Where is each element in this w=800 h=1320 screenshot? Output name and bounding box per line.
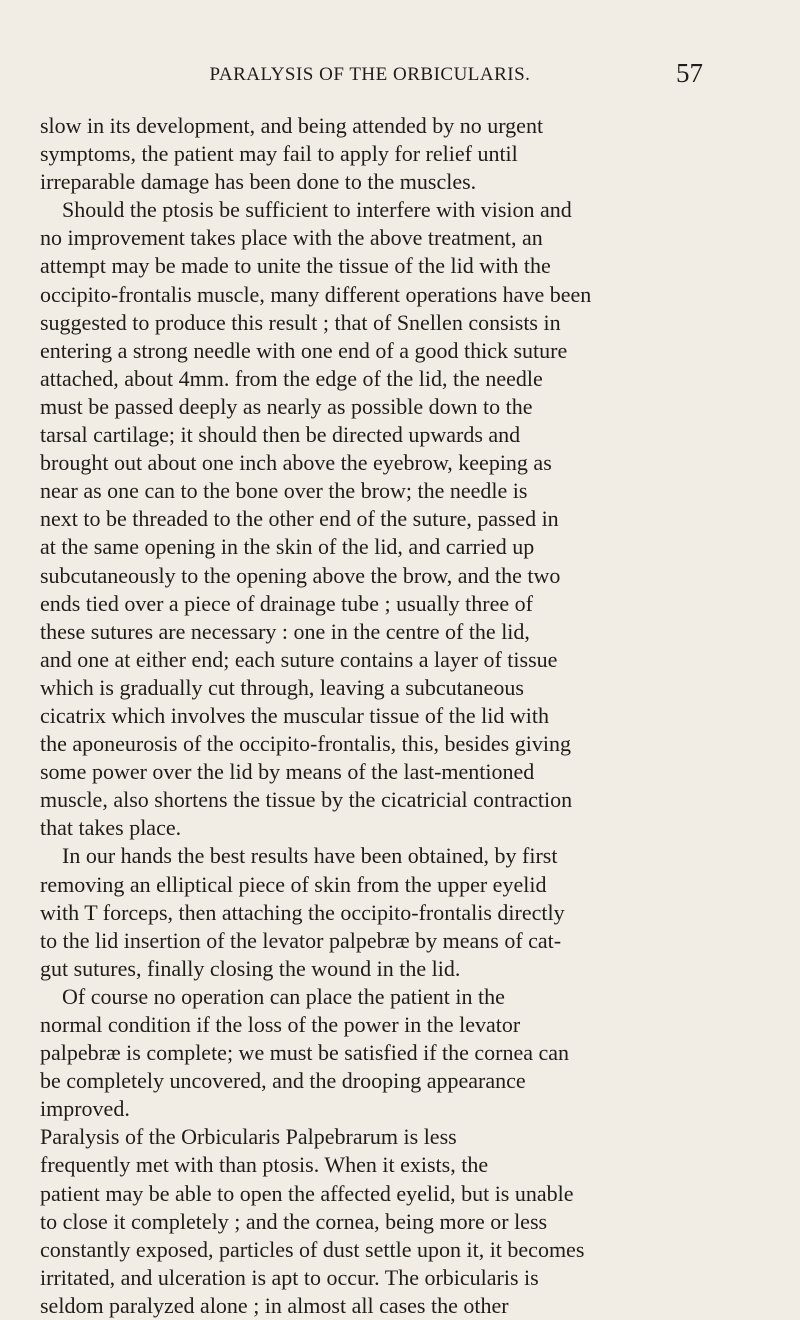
text-line: Should the ptosis be sufficient to interfere with vision and [62, 197, 572, 223]
text-line: tarsal cartilage; it should then be directed upwards and [40, 422, 521, 448]
text-line: be completely uncovered, and the drooping appearance [40, 1068, 526, 1094]
running-head [0, 58, 800, 94]
text-line: suggested to produce this result ; that of Snellen consists in [40, 309, 561, 335]
text-line: brought out about one inch above the eyebrow, keeping as [40, 450, 552, 476]
page-number: 57 [676, 58, 703, 88]
text-line: removing an elliptical piece of skin from the upper eyelid [40, 871, 547, 897]
text-line: palpebræ is complete; we must be satisfied if the cornea can [40, 1040, 570, 1066]
text-line: at the same opening in the skin of the lid, and carried up [40, 534, 535, 560]
text-line: seldom paralyzed alone ; in almost all cases the other [40, 1292, 509, 1318]
text-line: next to be threaded to the other end of the suture, passed in [40, 506, 559, 532]
text-line: muscle, also shortens the tissue by the cicatricial contraction [40, 787, 573, 813]
text-line: cicatrix which involves the muscular tissue of the lid with [40, 702, 549, 728]
text-line: improved. [40, 1096, 130, 1122]
text-line: and one at either end; each suture contains a layer of tissue [40, 646, 558, 672]
text-line: irritated, and ulceration is apt to occur. The orbicularis is [40, 1264, 539, 1290]
text-line: that takes place. [40, 815, 182, 841]
text-line: irreparable damage has been done to the muscles. [40, 169, 477, 195]
text-line: constantly exposed, particles of dust settle upon it, it becomes [40, 1236, 585, 1262]
text-line: patient may be able to open the affected eyelid, but is unable [40, 1180, 574, 1206]
text-line: the aponeurosis of the occipito-frontalis, this, besides giving [40, 731, 571, 757]
text-line: attempt may be made to unite the tissue of the lid with the [40, 253, 551, 279]
text-line: occipito-frontalis muscle, many different operations have been [40, 281, 592, 307]
text-line: some power over the lid by means of the last-mentioned [40, 759, 535, 785]
text-line: to close it completely ; and the cornea, being more or less [40, 1208, 548, 1234]
text-line: no improvement takes place with the above treatment, an [40, 225, 543, 251]
text-line: Of course no operation can place the patient in the [62, 983, 505, 1009]
text-line: which is gradually cut through, leaving a subcutaneous [40, 674, 524, 700]
text-line: In our hands the best results have been obtained, by first [62, 843, 558, 869]
running-title: PARALYSIS OF THE ORBICULARIS. [209, 64, 531, 85]
text-line: with T forceps, then attaching the occipito-frontalis directly [40, 899, 565, 925]
text-line: symptoms, the patient may fail to apply for relief until [40, 141, 518, 167]
text-line: gut sutures, finally closing the wound in the lid. [40, 955, 461, 981]
text-line: ends tied over a piece of drainage tube ; usually three of [40, 590, 533, 616]
text-line: slow in its development, and being attended by no urgent [40, 113, 544, 138]
text-line: normal condition if the loss of the power in the levator [40, 1012, 521, 1037]
text-line: frequently met with than ptosis. When it exists, the [40, 1152, 489, 1178]
text-line: subcutaneously to the opening above the brow, and the two [40, 562, 561, 588]
text-line: attached, about 4mm. from the edge of the lid, the needle [40, 365, 543, 391]
text-line: near as one can to the bone over the brow; the needle is [40, 478, 528, 504]
text-line: must be passed deeply as nearly as possible down to the [40, 393, 533, 419]
text-line: to the lid insertion of the levator palpebræ by means of cat- [40, 927, 562, 953]
text-line: these sutures are necessary : one in the centre of the lid, [40, 618, 530, 644]
body-text [40, 112, 764, 1320]
text-line: Paralysis of the Orbicularis Palpebrarum is less [40, 1124, 457, 1150]
text-line: entering a strong needle with one end of a good thick suture [40, 337, 568, 363]
